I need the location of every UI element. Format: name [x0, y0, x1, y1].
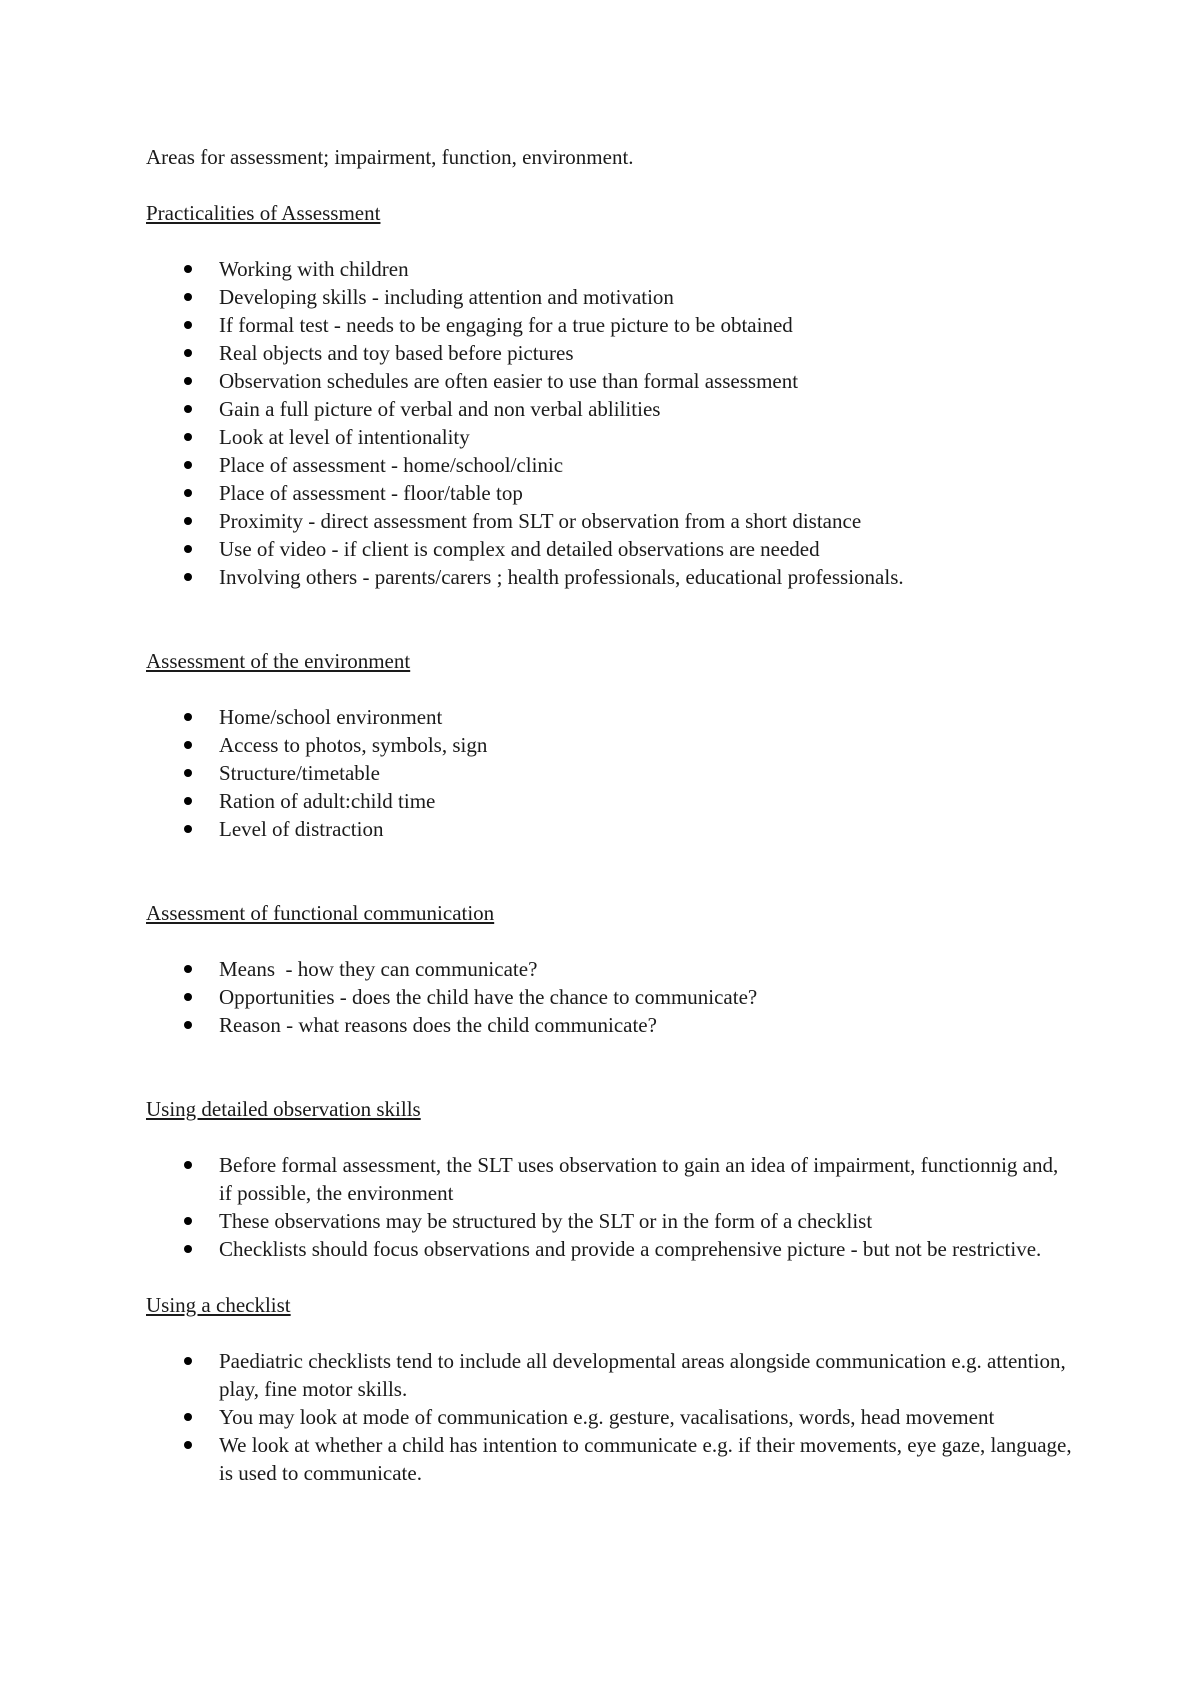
spacer [146, 927, 1076, 955]
list-item [146, 759, 1076, 787]
bullet-icon [184, 741, 192, 749]
bullet-icon [184, 517, 192, 525]
list-item-text: Gain a full picture of verbal and non verbal ablilities [219, 397, 661, 421]
section-heading-environment: Assessment of the environment [146, 649, 411, 673]
list-item-text: Proximity - direct assessment from SLT or observation from a short distance [219, 509, 862, 533]
bullet-icon [184, 825, 192, 833]
bullet-icon [184, 377, 192, 385]
bullet-list-environment [146, 703, 1076, 843]
list-item-text: If formal test - needs to be engaging for a true picture to be obtained [219, 313, 793, 337]
list-item [146, 367, 1076, 395]
bullet-icon [184, 965, 192, 973]
bullet-icon [184, 293, 192, 301]
list-item-text: Involving others - parents/carers ; health professionals, educational professionals. [219, 565, 904, 589]
bullet-icon [184, 1413, 192, 1421]
bullet-icon [184, 769, 192, 777]
list-item [146, 395, 1076, 423]
spacer [146, 591, 1076, 647]
list-item [146, 563, 1076, 591]
bullet-icon [184, 1021, 192, 1029]
list-item [146, 339, 1076, 367]
list-item [146, 787, 1076, 815]
list-item-text: Home/school environment [219, 705, 443, 729]
bullet-icon [184, 489, 192, 497]
list-item-text: Opportunities - does the child have the chance to communicate? [219, 985, 758, 1009]
list-item [146, 255, 1076, 283]
list-item-text: Working with children [219, 257, 409, 281]
list-item [146, 507, 1076, 535]
bullet-icon [184, 1217, 192, 1225]
bullet-icon [184, 713, 192, 721]
section-heading-practicalities: Practicalities of Assessment [146, 201, 381, 225]
list-item [146, 1151, 1076, 1207]
list-item [146, 955, 1076, 983]
bullet-icon [184, 461, 192, 469]
document-page [146, 143, 1076, 1487]
list-item-text: Before formal assessment, the SLT uses observation to gain an idea of impairment, functionnig and, if possible, the environment [219, 1153, 1059, 1205]
list-item-text: Ration of adult:child time [219, 789, 436, 813]
bullet-list-practicalities [146, 255, 1076, 591]
bullet-icon [184, 321, 192, 329]
list-item-text: You may look at mode of communication e.g. gesture, vacalisations, words, head movement [219, 1405, 995, 1429]
list-item [146, 1011, 1076, 1039]
spacer [146, 227, 1076, 255]
list-item-text: Use of video - if client is complex and detailed observations are needed [219, 537, 820, 561]
list-item-text: Observation schedules are often easier to use than formal assessment [219, 369, 799, 393]
list-item [146, 283, 1076, 311]
list-item [146, 451, 1076, 479]
spacer [146, 171, 1076, 199]
spacer [146, 1123, 1076, 1151]
list-item [146, 1403, 1076, 1431]
bullet-icon [184, 545, 192, 553]
list-item [146, 423, 1076, 451]
list-item [146, 1431, 1076, 1487]
list-item-text: Place of assessment - floor/table top [219, 481, 523, 505]
bullet-list-checklist [146, 1347, 1076, 1487]
list-item-text: Checklists should focus observations and provide a comprehensive picture - but not be restrictive. [219, 1237, 1042, 1261]
list-item-text: Level of distraction [219, 817, 384, 841]
bullet-list-functional-communication [146, 955, 1076, 1039]
list-item-text: Structure/timetable [219, 761, 380, 785]
list-item [146, 535, 1076, 563]
list-item-text: Access to photos, symbols, sign [219, 733, 488, 757]
list-item [146, 815, 1076, 843]
list-item [146, 731, 1076, 759]
bullet-icon [184, 797, 192, 805]
list-item-text: Look at level of intentionality [219, 425, 470, 449]
list-item [146, 1207, 1076, 1235]
list-item [146, 703, 1076, 731]
list-item [146, 311, 1076, 339]
section-heading-functional-communication: Assessment of functional communication [146, 901, 495, 925]
list-item-text: Real objects and toy based before pictures [219, 341, 574, 365]
bullet-icon [184, 1245, 192, 1253]
list-item-text: Developing skills - including attention and motivation [219, 285, 674, 309]
list-item-text: Means - how they can communicate? [219, 957, 538, 981]
bullet-icon [184, 1357, 192, 1365]
bullet-icon [184, 1161, 192, 1169]
list-item [146, 1347, 1076, 1403]
spacer [146, 1319, 1076, 1347]
intro-text: Areas for assessment; impairment, function, environment. [146, 145, 634, 169]
list-item [146, 479, 1076, 507]
bullet-icon [184, 573, 192, 581]
spacer [146, 1263, 1076, 1291]
bullet-icon [184, 433, 192, 441]
list-item-text: Place of assessment - home/school/clinic [219, 453, 564, 477]
list-item-text: Reason - what reasons does the child communicate? [219, 1013, 657, 1037]
spacer [146, 843, 1076, 899]
list-item-text: These observations may be structured by the SLT or in the form of a checklist [219, 1209, 873, 1233]
list-item [146, 983, 1076, 1011]
list-item [146, 1235, 1076, 1263]
list-item-text: Paediatric checklists tend to include all developmental areas alongside communication e.g. attention, play, fine motor skills. [219, 1349, 1066, 1401]
section-heading-observation-skills: Using detailed observation skills [146, 1097, 421, 1121]
spacer [146, 675, 1076, 703]
bullet-icon [184, 405, 192, 413]
bullet-icon [184, 265, 192, 273]
bullet-icon [184, 1441, 192, 1449]
bullet-icon [184, 993, 192, 1001]
bullet-list-observation-skills [146, 1151, 1076, 1263]
list-item-text: We look at whether a child has intention to communicate e.g. if their movements, eye gaze, language, is used to communicate. [219, 1433, 1072, 1485]
bullet-icon [184, 349, 192, 357]
section-heading-checklist: Using a checklist [146, 1293, 291, 1317]
spacer [146, 1039, 1076, 1095]
